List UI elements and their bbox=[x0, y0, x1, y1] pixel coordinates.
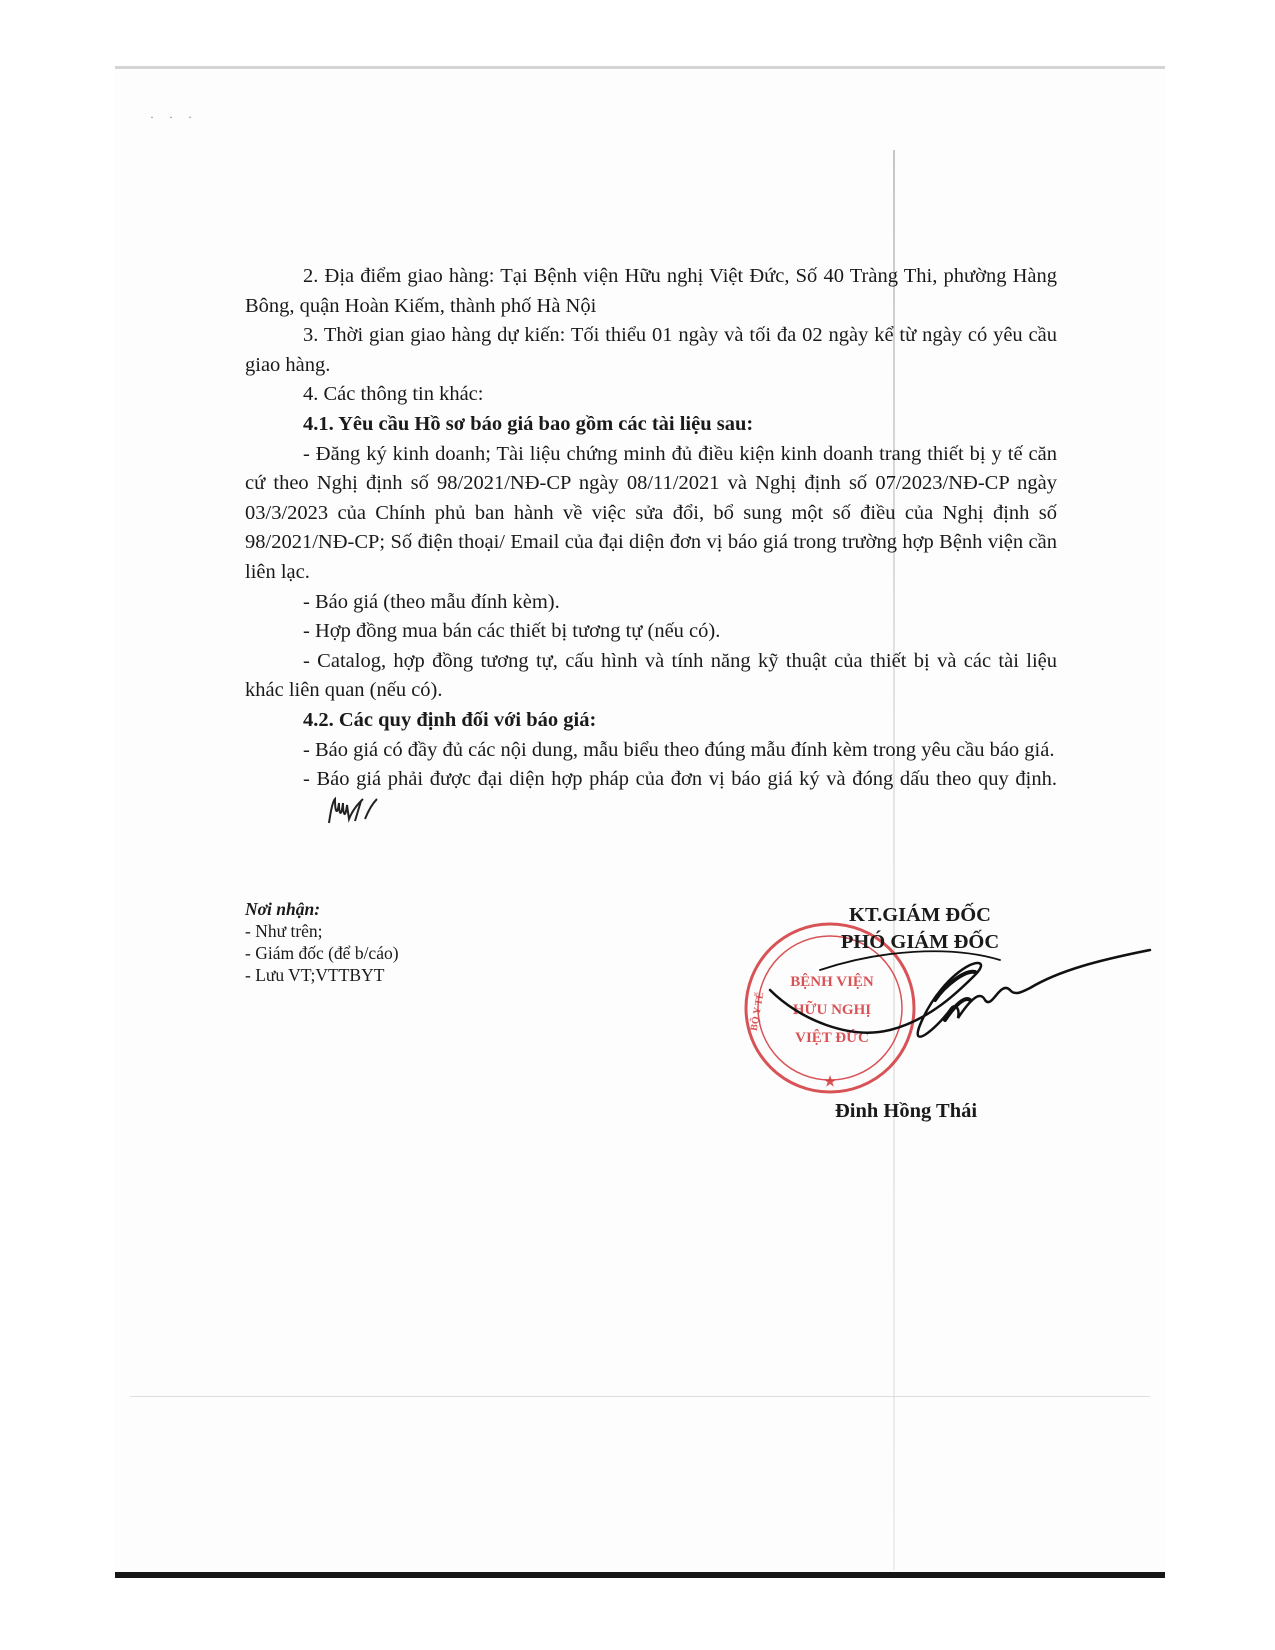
section-heading: 4.1. Yêu cầu Hồ sơ báo giá bao gồm các tài liệu sau: bbox=[303, 412, 754, 435]
document-body bbox=[245, 262, 1057, 836]
scan-top-edge bbox=[115, 66, 1165, 69]
scan-bottom-edge bbox=[115, 1572, 1165, 1578]
recipients-title: Nơi nhận: bbox=[245, 899, 321, 919]
paragraph: - Catalog, hợp đồng tương tự, cấu hình và tính năng kỹ thuật của thiết bị và các tài liệu khác liên quan (nếu có). bbox=[245, 649, 1057, 702]
paragraph: - Báo giá có đầy đủ các nội dung, mẫu biểu theo đúng mẫu đính kèm trong yêu cầu báo giá. bbox=[303, 738, 1055, 761]
paragraph: 2. Địa điểm giao hàng: Tại Bệnh viện Hữu nghị Việt Đức, Số 40 Tràng Thi, phường Hàng Bông, quận Hoàn Kiếm, thành phố Hà Nội bbox=[245, 265, 1057, 317]
recipient-item: - Giám đốc (để b/cáo) bbox=[245, 943, 399, 963]
initials-signature bbox=[267, 795, 381, 837]
recipients-block bbox=[245, 898, 399, 986]
svg-text:VIỆT ĐỨC: VIỆT ĐỨC bbox=[795, 1030, 869, 1046]
svg-text:HỮU NGHỊ: HỮU NGHỊ bbox=[792, 1002, 872, 1018]
section-heading: 4.2. Các quy định đối với báo giá: bbox=[303, 708, 597, 731]
recipient-item: - Lưu VT;VTTBYT bbox=[245, 965, 385, 985]
signer-position-sub: PHÓ GIÁM ĐỐC bbox=[840, 931, 1000, 953]
svg-text:BỘ Y TẾ: BỘ Y TẾ bbox=[748, 991, 767, 1032]
paragraph: - Hợp đồng mua bán các thiết bị tương tự (nếu có). bbox=[303, 620, 721, 643]
signer-position: KT.GIÁM ĐỐC bbox=[849, 904, 991, 926]
signer-name: Đinh Hồng Thái bbox=[835, 1100, 978, 1122]
paragraph-last bbox=[245, 765, 1057, 836]
paragraph: 4. Các thông tin khác: bbox=[303, 383, 484, 406]
fold-line-horizontal bbox=[130, 1396, 1150, 1397]
paragraph: - Đăng ký kinh doanh; Tài liệu chứng minh đủ điều kiện kinh doanh trang thiết bị y tế căn cứ theo Nghị định số 98/2021/NĐ-CP ngày 08/11/2021 và Nghị định số 07/2023/NĐ-CP ngày 03/3/2023 của Chính phủ ban hành về việc sửa đổi, bổ sung một số điều của Nghị định số 98/2021/NĐ-CP; Số điện thoại/ Email của đại diện đơn vị báo giá trong trường hợp Bệnh viện cần liên lạc. bbox=[245, 442, 1057, 583]
scan-specks: · · · bbox=[150, 110, 198, 124]
paragraph: - Báo giá (theo mẫu đính kèm). bbox=[303, 590, 560, 613]
svg-text:BỆNH VIỆN: BỆNH VIỆN bbox=[790, 974, 874, 990]
handwritten-signature bbox=[760, 930, 1160, 1070]
recipient-item: - Như trên; bbox=[245, 921, 323, 941]
paragraph-last-text: - Báo giá phải được đại diện hợp pháp của đơn vị báo giá ký và đóng dấu theo quy định. bbox=[303, 768, 1057, 791]
svg-text:★: ★ bbox=[823, 1075, 837, 1090]
paragraph: 3. Thời gian giao hàng dự kiến: Tối thiểu 01 ngày và tối đa 02 ngày kể từ ngày có yêu cầu giao hàng. bbox=[245, 324, 1057, 376]
